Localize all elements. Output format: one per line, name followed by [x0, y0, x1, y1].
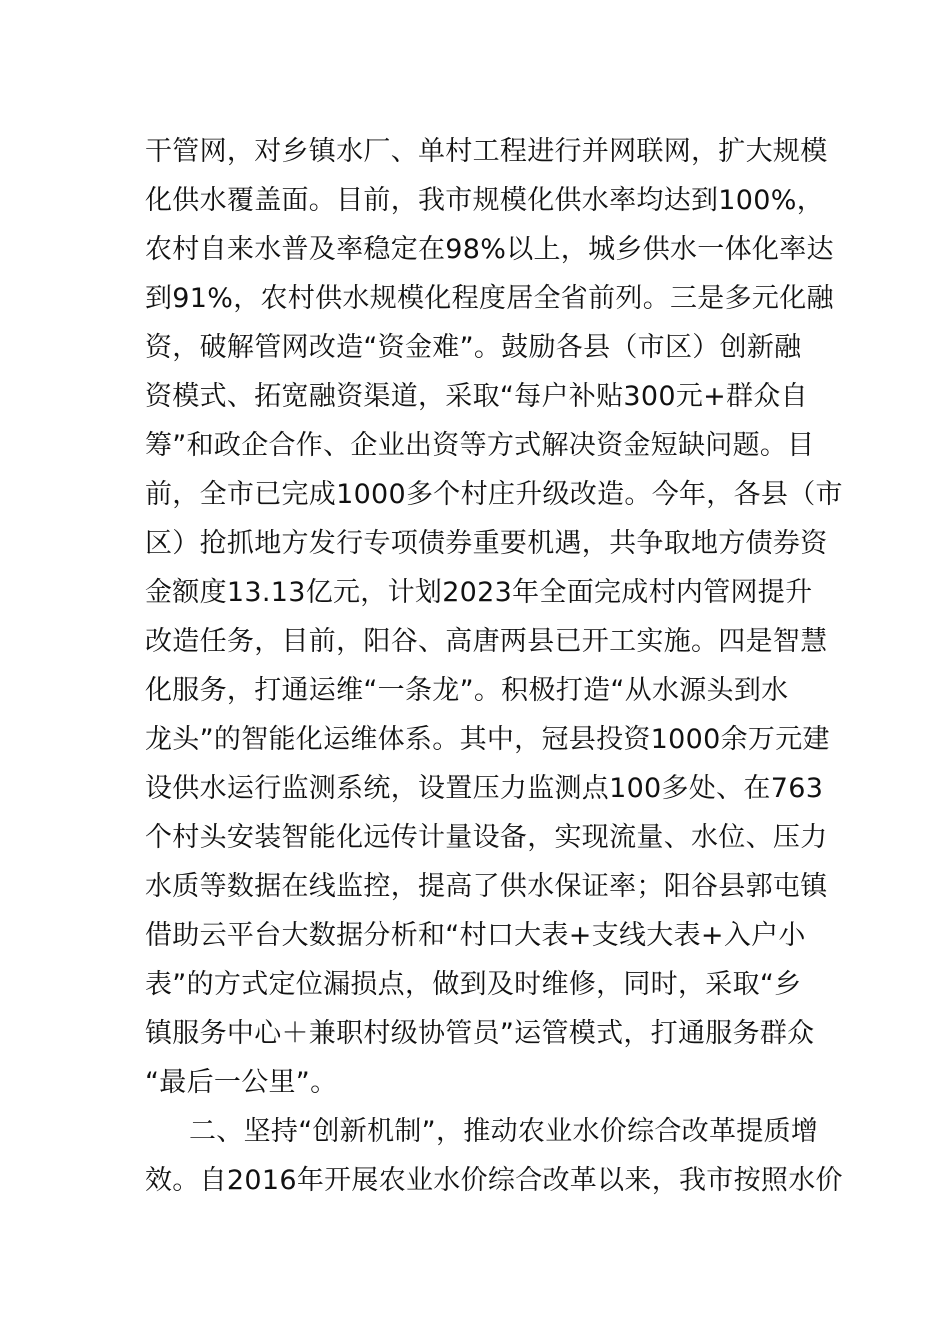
- text-line: 资模式、拓宽融资渠道，采取“每户补贴300元+群众自: [145, 381, 808, 412]
- text-line: 筹”和政企合作、企业出资等方式解决资金短缺问题。目: [145, 430, 815, 461]
- text-line: 个村头安装智能化远传计量设备，实现流量、水位、压力: [145, 822, 828, 853]
- text-line: 金额度13.13亿元，计划2023年全面完成村内管网提升: [145, 577, 813, 608]
- text-line: 资，破解管网改造“资金难”。鼓励各县（市区）创新融: [145, 332, 802, 363]
- text-line: 化服务，打通运维“一条龙”。积极打造“从水源头到水: [145, 675, 789, 706]
- text-line: 镇服务中心＋兼职村级协管员”运管模式，打通服务群众: [145, 1018, 815, 1049]
- text-line: 干管网，对乡镇水厂、单村工程进行并网联网，扩大规模: [145, 136, 828, 167]
- body-text: [145, 127, 843, 1205]
- text-line: 龙头”的智能化运维体系。其中，冠县投资1000余万元建: [145, 724, 830, 755]
- text-line: 改造任务，目前，阳谷、高唐两县已开工实施。四是智慧: [145, 626, 828, 657]
- text-line: 到91%，农村供水规模化程度居全省前列。三是多元化融: [145, 283, 834, 314]
- text-line: 化供水覆盖面。目前，我市规模化供水率均达到100%，: [145, 185, 824, 216]
- text-line: 前，全市已完成1000多个村庄升级改造。今年，各县（市: [145, 479, 843, 510]
- text-line: 表”的方式定位漏损点，做到及时维修，同时，采取“乡: [145, 969, 802, 1000]
- section-heading-line: 二、坚持“创新机制”，推动农业水价综合改革提质增: [189, 1116, 819, 1147]
- text-line: 借助云平台大数据分析和“村口大表+支线大表+入户小: [145, 920, 806, 951]
- text-line: 设供水运行监测系统，设置压力监测点100多处、在763: [145, 773, 824, 804]
- text-line: 农村自来水普及率稳定在98%以上，城乡供水一体化率达: [145, 234, 834, 265]
- text-line: “最后一公里”。: [145, 1067, 338, 1098]
- text-line: 效。自2016年开展农业水价综合改革以来，我市按照水价: [145, 1165, 843, 1196]
- text-line: 水质等数据在线监控，提高了供水保证率；阳谷县郭屯镇: [145, 871, 828, 902]
- text-line: 区）抢抓地方发行专项债券重要机遇，共争取地方债券资: [145, 528, 828, 559]
